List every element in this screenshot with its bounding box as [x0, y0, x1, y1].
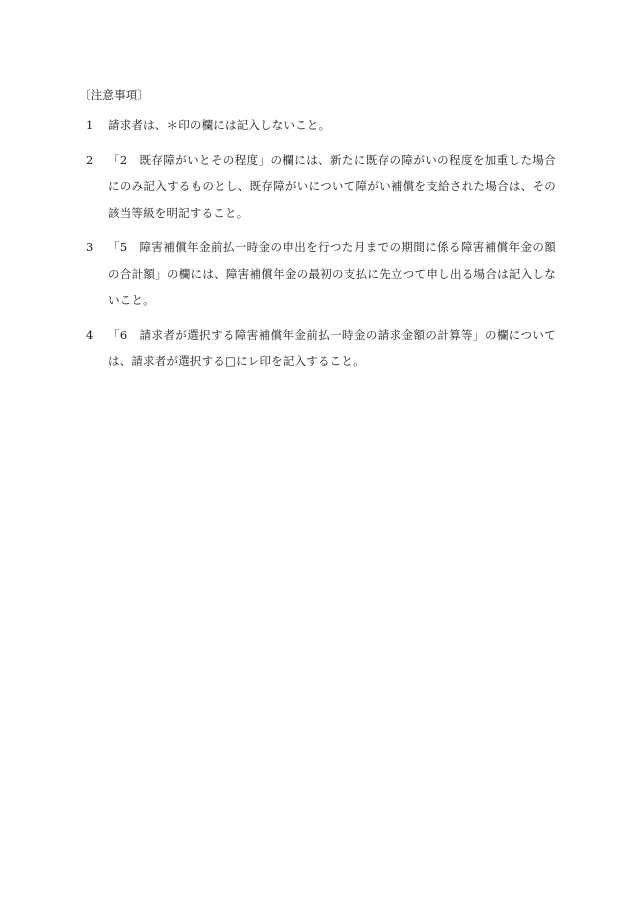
- note-text: 請求者は、＊印の欄には記入しないこと。: [108, 118, 331, 132]
- note-number: 3: [86, 240, 94, 254]
- note-item: [86, 234, 556, 314]
- note-text: 「6 請求者が選択する障害補償年金前払一時金の請求金額の計算等」の欄については、請求者が選択する□にレ印を記入すること。: [108, 327, 556, 368]
- notes-list: [86, 112, 556, 383]
- note-number: 4: [86, 327, 94, 342]
- note-item: [86, 147, 556, 227]
- notes-heading: 〔注意事項〕: [79, 88, 150, 102]
- note-number: 2: [86, 152, 94, 167]
- note-item: [86, 112, 556, 139]
- note-item: [86, 322, 556, 375]
- note-number: 1: [86, 118, 94, 132]
- note-text: 「5 障害補償年金前払一時金の申出を行つた月までの期間に係る障害補償年金の額の合計額」の欄には、障害補償年金の最初の支払に先立つて申し出る場合は記入しないこと。: [108, 240, 556, 307]
- note-text: 「2 既存障がいとその程度」の欄には、新たに既存の障がいの程度を加重した場合にのみ記入するものとし、既存障がいについて障がい補償を支給された場合は、その該当等級を明記すること。: [108, 152, 556, 220]
